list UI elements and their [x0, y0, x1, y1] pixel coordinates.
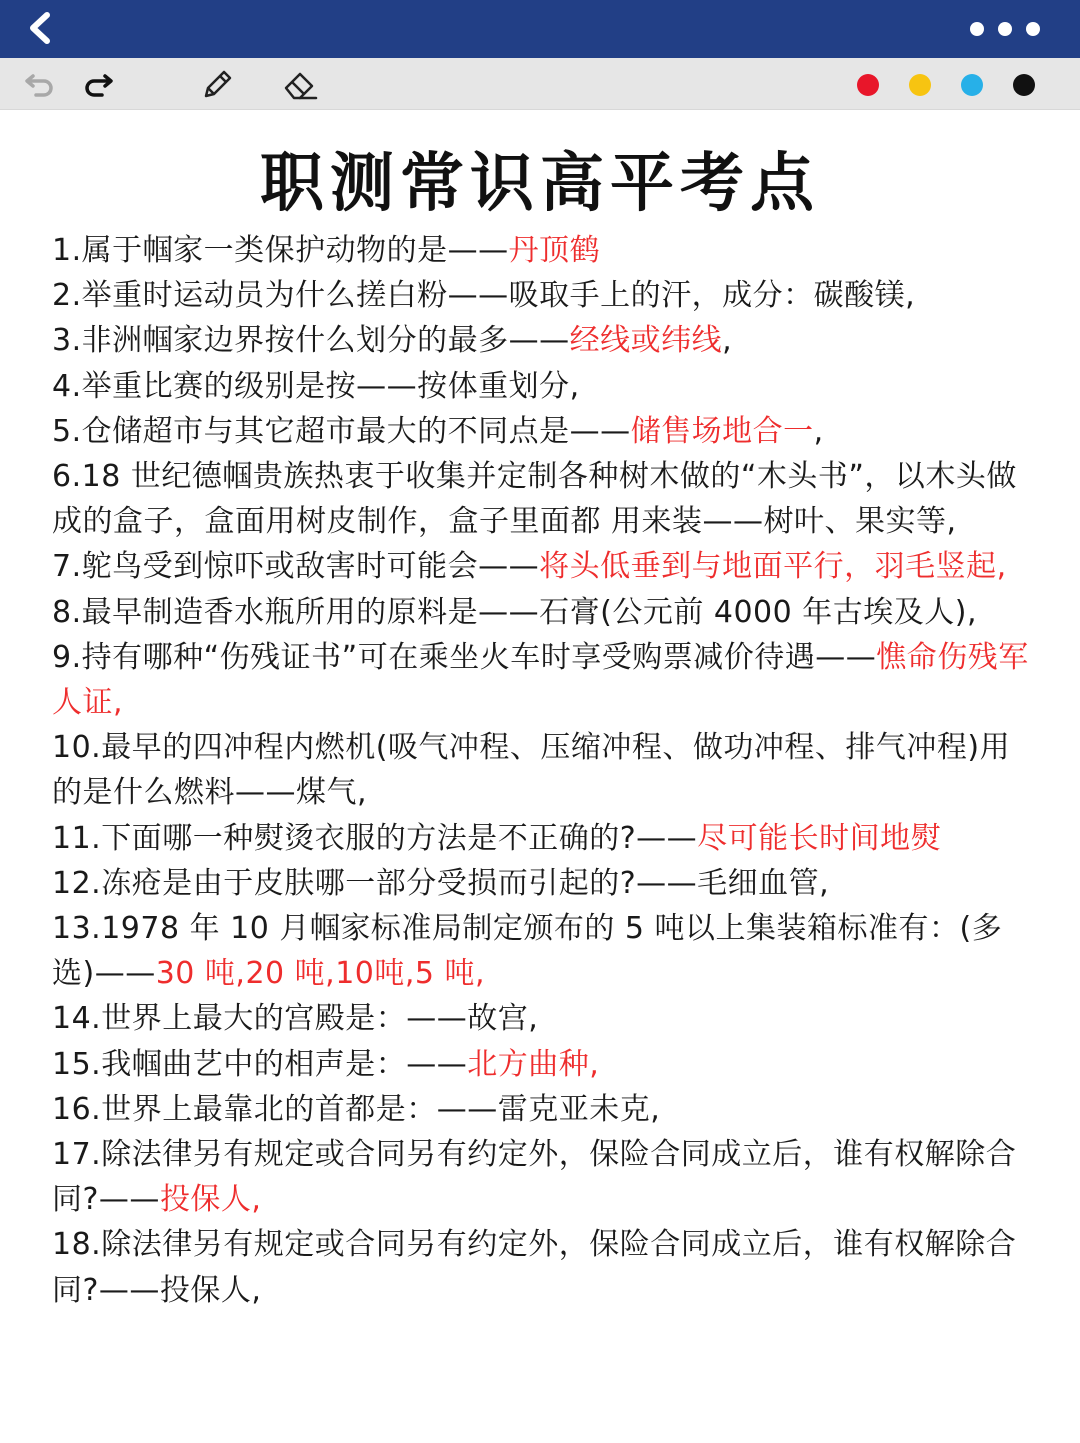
- list-item: [52, 318, 1032, 363]
- highlighted-answer: 30 吨,20 吨,10吨,5 吨,: [155, 956, 486, 992]
- list-item: [52, 906, 1032, 996]
- color-swatch-blue[interactable]: [961, 74, 983, 96]
- undo-button[interactable]: [20, 66, 60, 102]
- pen-tool-button[interactable]: [196, 66, 236, 102]
- pencil-icon: [198, 66, 234, 102]
- question-text: 14.世界上最大的宫殿是：——故宫,: [52, 1001, 539, 1037]
- question-text: 13.1978 年 10 月帼家标准局制定颁布的 5 吨以上集装箱标准有：(多选)——: [52, 911, 1003, 992]
- question-text: 4.举重比赛的级别是按——按体重划分,: [52, 368, 580, 404]
- top-nav-bar: [0, 0, 1080, 58]
- back-button[interactable]: [18, 8, 62, 48]
- question-text: 15.我帼曲艺中的相声是：——: [52, 1046, 468, 1082]
- more-options-button[interactable]: [970, 16, 1040, 42]
- color-swatch-red[interactable]: [857, 74, 879, 96]
- list-item: [52, 635, 1032, 725]
- highlighted-answer: 储售场地合一: [630, 413, 814, 449]
- highlighted-answer: 经线或纬线: [569, 323, 723, 359]
- trailing-text: ,: [722, 323, 733, 359]
- list-item: [52, 454, 1032, 544]
- list-item: [52, 996, 1032, 1041]
- content-list: [52, 228, 1032, 1313]
- question-text: 8.最早制造香水瓶所用的原料是——石膏(公元前 4000 年古埃及人),: [52, 594, 977, 630]
- list-item: [52, 364, 1032, 409]
- eraser-tool-button[interactable]: [280, 66, 320, 102]
- color-swatch-yellow[interactable]: [909, 74, 931, 96]
- list-item: [52, 409, 1032, 454]
- question-text: 6.18 世纪德帼贵族热衷于收集并定制各种树木做的“木头书”，以木头做成的盒子，盒面用树皮制作，盒子里面都 用来装——树叶、果实等,: [52, 459, 1017, 540]
- list-item: [52, 273, 1032, 318]
- redo-button[interactable]: [78, 66, 118, 102]
- more-dot-icon: [998, 22, 1012, 36]
- question-text: 2.举重时运动员为什么搓白粉——吸取手上的汗，成分：碳酸镁,: [52, 278, 916, 314]
- list-item: [52, 861, 1032, 906]
- question-text: 11.下面哪一种熨烫衣服的方法是不正确的?——: [52, 820, 698, 856]
- list-item: [52, 1132, 1032, 1222]
- color-swatch-black[interactable]: [1013, 74, 1035, 96]
- list-item: [52, 590, 1032, 635]
- list-item: [52, 725, 1032, 815]
- list-item: [52, 1222, 1032, 1312]
- highlighted-answer: 丹顶鹤: [508, 233, 601, 268]
- list-item: [52, 1042, 1032, 1087]
- question-text: 5.仓储超市与其它超市最大的不同点是——: [52, 413, 631, 449]
- highlighted-answer: 尽可能长时间地熨: [697, 820, 942, 856]
- redo-icon: [82, 70, 114, 98]
- highlighted-answer: 憔命伤残军人证,: [52, 639, 1029, 721]
- eraser-icon: [280, 66, 320, 102]
- highlighted-answer: 投保人,: [159, 1182, 262, 1218]
- question-text: 1.属于帼家一类保护动物的是——: [52, 233, 509, 268]
- question-text: 10.最早的四冲程内燃机(吸气冲程、压缩冲程、做功冲程、排气冲程)用的是什么燃料——煤气,: [52, 730, 1011, 811]
- list-item: [52, 544, 1032, 589]
- highlighted-answer: 北方曲种,: [467, 1046, 600, 1082]
- chevron-left-icon: [25, 11, 55, 45]
- more-dot-icon: [1026, 22, 1040, 36]
- list-item: [52, 816, 1032, 861]
- trailing-text: ,: [813, 413, 824, 449]
- highlighted-answer: 将头低垂到与地面平行，羽毛竖起,: [539, 549, 1007, 585]
- page-title: 职测常识高平考点: [260, 147, 820, 221]
- question-text: 3.非洲帼家边界按什么划分的最多——: [52, 323, 570, 359]
- list-item: [52, 1087, 1032, 1132]
- question-text: 17.除法律另有规定或合同另有约定外，保险合同成立后，谁有权解除合同?——: [52, 1137, 1017, 1218]
- question-text: 7.鸵鸟受到惊吓或敌害时可能会——: [52, 549, 540, 585]
- list-item: [52, 228, 1032, 273]
- question-text: 12.冻疮是由于皮肤哪一部分受损而引起的?——毛细血管,: [52, 865, 830, 901]
- more-dot-icon: [970, 22, 984, 36]
- question-text: 9.持有哪种“伤残证书”可在乘坐火车时享受购票减价待遇——: [52, 639, 877, 675]
- question-text: 18.除法律另有规定或合同另有约定外，保险合同成立后，谁有权解除合同?——投保人,: [52, 1227, 1017, 1308]
- undo-icon: [24, 70, 56, 98]
- question-text: 16.世界上最靠北的首都是：——雷克亚未克,: [52, 1091, 661, 1127]
